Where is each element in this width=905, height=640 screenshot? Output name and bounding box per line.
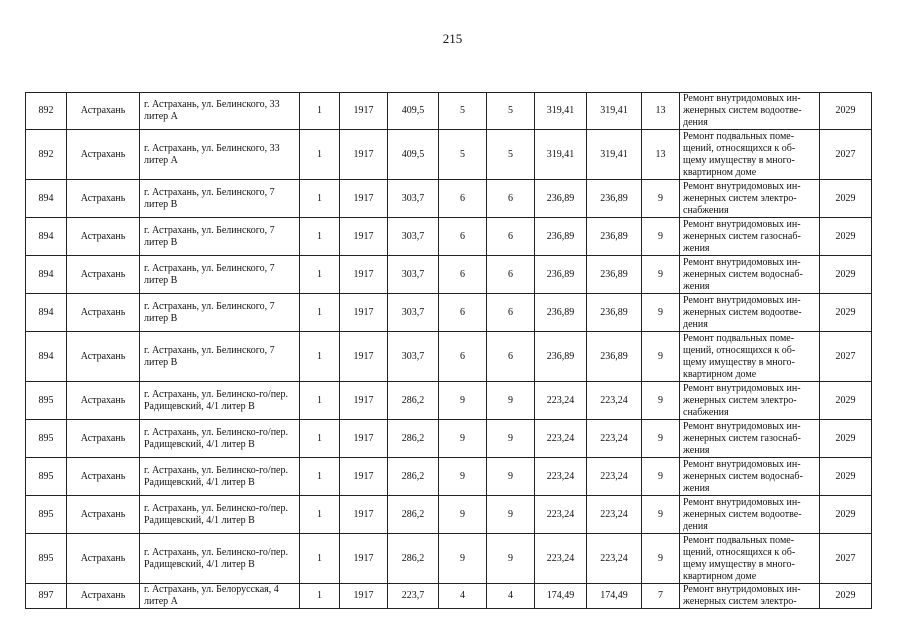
- year-cell: 1917: [340, 218, 388, 256]
- row-number: 895: [26, 458, 67, 496]
- table-row: [26, 534, 872, 584]
- target-year-cell: 2029: [820, 420, 872, 458]
- target-year-cell: 2029: [820, 496, 872, 534]
- table-row: [26, 130, 872, 180]
- row-number: 894: [26, 332, 67, 382]
- address-cell: г. Астрахань, ул. Белинского, 33 литер А: [140, 93, 300, 130]
- year-cell: 1917: [340, 382, 388, 420]
- value-cell: 9: [642, 332, 680, 382]
- cost-cell: 236,89: [587, 294, 642, 332]
- cost-cell: 319,41: [535, 93, 587, 130]
- year-cell: 1917: [340, 130, 388, 180]
- city-cell: Астрахань: [67, 382, 140, 420]
- area-cell: 286,2: [388, 458, 439, 496]
- cost-cell: 236,89: [535, 294, 587, 332]
- year-cell: 1917: [340, 294, 388, 332]
- city-cell: Астрахань: [67, 93, 140, 130]
- cost-cell: 319,41: [535, 130, 587, 180]
- year-cell: 1917: [340, 93, 388, 130]
- value-cell: 6: [487, 294, 535, 332]
- value-cell: 9: [642, 534, 680, 584]
- count-cell: 1: [300, 218, 340, 256]
- value-cell: 6: [439, 218, 487, 256]
- value-cell: 9: [642, 256, 680, 294]
- table-row: [26, 294, 872, 332]
- value-cell: 4: [487, 584, 535, 609]
- value-cell: 6: [439, 294, 487, 332]
- row-number: 895: [26, 382, 67, 420]
- count-cell: 1: [300, 496, 340, 534]
- row-number: 892: [26, 93, 67, 130]
- area-cell: 286,2: [388, 534, 439, 584]
- year-cell: 1917: [340, 420, 388, 458]
- area-cell: 409,5: [388, 93, 439, 130]
- area-cell: 303,7: [388, 294, 439, 332]
- cost-cell: 319,41: [587, 93, 642, 130]
- row-number: 894: [26, 294, 67, 332]
- cost-cell: 174,49: [587, 584, 642, 609]
- work-type-cell: Ремонт внутридомовых ин-женерных систем водоотве-дения: [680, 496, 820, 534]
- work-type-cell: Ремонт внутридомовых ин-женерных систем газоснаб-жения: [680, 420, 820, 458]
- year-cell: 1917: [340, 256, 388, 294]
- value-cell: 7: [642, 584, 680, 609]
- address-cell: г. Астрахань, ул. Белинско-го/пер. Радищевский, 4/1 литер В: [140, 420, 300, 458]
- value-cell: 6: [439, 332, 487, 382]
- value-cell: 9: [642, 496, 680, 534]
- cost-cell: 223,24: [535, 534, 587, 584]
- work-type-cell: Ремонт подвальных поме-щений, относящихся к об-щему имуществу в много-квартирном доме: [680, 130, 820, 180]
- value-cell: 9: [642, 420, 680, 458]
- cost-cell: 236,89: [587, 256, 642, 294]
- city-cell: Астрахань: [67, 218, 140, 256]
- target-year-cell: 2027: [820, 130, 872, 180]
- area-cell: 303,7: [388, 218, 439, 256]
- row-number: 895: [26, 420, 67, 458]
- count-cell: 1: [300, 130, 340, 180]
- work-type-cell: Ремонт внутридомовых ин-женерных систем электро-: [680, 584, 820, 609]
- row-number: 895: [26, 534, 67, 584]
- value-cell: 9: [487, 382, 535, 420]
- target-year-cell: 2027: [820, 534, 872, 584]
- row-number: 894: [26, 256, 67, 294]
- table-row: [26, 332, 872, 382]
- city-cell: Астрахань: [67, 256, 140, 294]
- table-row: [26, 180, 872, 218]
- value-cell: 9: [642, 382, 680, 420]
- count-cell: 1: [300, 332, 340, 382]
- city-cell: Астрахань: [67, 294, 140, 332]
- value-cell: 9: [642, 218, 680, 256]
- work-type-cell: Ремонт подвальных поме-щений, относящихся к об-щему имуществу в много-квартирном доме: [680, 534, 820, 584]
- address-cell: г. Астрахань, ул. Белинского, 7 литер В: [140, 180, 300, 218]
- address-cell: г. Астрахань, ул. Белинско-го/пер. Радищевский, 4/1 литер В: [140, 382, 300, 420]
- address-cell: г. Астрахань, ул. Белинского, 7 литер В: [140, 218, 300, 256]
- cost-cell: 223,24: [535, 420, 587, 458]
- work-type-cell: Ремонт внутридомовых ин-женерных систем водоснаб-жения: [680, 256, 820, 294]
- row-number: 892: [26, 130, 67, 180]
- work-type-cell: Ремонт подвальных поме-щений, относящихся к об-щему имуществу в много-квартирном доме: [680, 332, 820, 382]
- cost-cell: 174,49: [535, 584, 587, 609]
- target-year-cell: 2029: [820, 458, 872, 496]
- value-cell: 5: [439, 130, 487, 180]
- count-cell: 1: [300, 93, 340, 130]
- year-cell: 1917: [340, 534, 388, 584]
- value-cell: 6: [439, 256, 487, 294]
- cost-cell: 223,24: [587, 382, 642, 420]
- area-cell: 223,7: [388, 584, 439, 609]
- table-row: [26, 420, 872, 458]
- target-year-cell: 2029: [820, 382, 872, 420]
- value-cell: 9: [642, 180, 680, 218]
- city-cell: Астрахань: [67, 420, 140, 458]
- count-cell: 1: [300, 420, 340, 458]
- table-row: [26, 218, 872, 256]
- year-cell: 1917: [340, 180, 388, 218]
- row-number: 894: [26, 180, 67, 218]
- area-cell: 303,7: [388, 180, 439, 218]
- cost-cell: 236,89: [535, 218, 587, 256]
- work-type-cell: Ремонт внутридомовых ин-женерных систем электро-снабжения: [680, 180, 820, 218]
- address-cell: г. Астрахань, ул. Белинско-го/пер. Радищевский, 4/1 литер В: [140, 496, 300, 534]
- year-cell: 1917: [340, 332, 388, 382]
- value-cell: 9: [487, 458, 535, 496]
- cost-cell: 236,89: [587, 218, 642, 256]
- year-cell: 1917: [340, 584, 388, 609]
- value-cell: 9: [439, 458, 487, 496]
- address-cell: г. Астрахань, ул. Белорусская, 4 литер А: [140, 584, 300, 609]
- value-cell: 5: [487, 130, 535, 180]
- target-year-cell: 2029: [820, 93, 872, 130]
- value-cell: 5: [439, 93, 487, 130]
- cost-cell: 223,24: [535, 382, 587, 420]
- value-cell: 9: [487, 420, 535, 458]
- work-type-cell: Ремонт внутридомовых ин-женерных систем водоотве-дения: [680, 93, 820, 130]
- city-cell: Астрахань: [67, 180, 140, 218]
- city-cell: Астрахань: [67, 496, 140, 534]
- work-type-cell: Ремонт внутридомовых ин-женерных систем водоснаб-жения: [680, 458, 820, 496]
- cost-cell: 223,24: [535, 496, 587, 534]
- cost-cell: 236,89: [587, 332, 642, 382]
- city-cell: Астрахань: [67, 584, 140, 609]
- value-cell: 13: [642, 93, 680, 130]
- table-row: [26, 496, 872, 534]
- cost-cell: 236,89: [587, 180, 642, 218]
- area-cell: 286,2: [388, 382, 439, 420]
- cost-cell: 223,24: [587, 420, 642, 458]
- city-cell: Астрахань: [67, 332, 140, 382]
- count-cell: 1: [300, 256, 340, 294]
- address-cell: г. Астрахань, ул. Белинского, 7 литер В: [140, 256, 300, 294]
- value-cell: 9: [439, 382, 487, 420]
- count-cell: 1: [300, 382, 340, 420]
- area-cell: 303,7: [388, 256, 439, 294]
- row-number: 894: [26, 218, 67, 256]
- work-type-cell: Ремонт внутридомовых ин-женерных систем электро-снабжения: [680, 382, 820, 420]
- value-cell: 6: [487, 218, 535, 256]
- value-cell: 6: [487, 256, 535, 294]
- value-cell: 6: [487, 332, 535, 382]
- work-type-cell: Ремонт внутридомовых ин-женерных систем водоотве-дения: [680, 294, 820, 332]
- address-cell: г. Астрахань, ул. Белинско-го/пер. Радищевский, 4/1 литер В: [140, 458, 300, 496]
- cost-cell: 223,24: [535, 458, 587, 496]
- year-cell: 1917: [340, 496, 388, 534]
- city-cell: Астрахань: [67, 130, 140, 180]
- target-year-cell: 2029: [820, 294, 872, 332]
- table-row: [26, 93, 872, 130]
- repair-schedule-table: [25, 92, 872, 609]
- table-row: [26, 382, 872, 420]
- area-cell: 286,2: [388, 496, 439, 534]
- target-year-cell: 2029: [820, 584, 872, 609]
- area-cell: 409,5: [388, 130, 439, 180]
- value-cell: 6: [487, 180, 535, 218]
- year-cell: 1917: [340, 458, 388, 496]
- cost-cell: 223,24: [587, 458, 642, 496]
- table-row: [26, 256, 872, 294]
- work-type-cell: Ремонт внутридомовых ин-женерных систем газоснаб-жения: [680, 218, 820, 256]
- table-row: [26, 458, 872, 496]
- value-cell: 6: [439, 180, 487, 218]
- value-cell: 9: [642, 294, 680, 332]
- cost-cell: 319,41: [587, 130, 642, 180]
- cost-cell: 236,89: [535, 256, 587, 294]
- value-cell: 4: [439, 584, 487, 609]
- count-cell: 1: [300, 584, 340, 609]
- target-year-cell: 2029: [820, 180, 872, 218]
- value-cell: 9: [439, 534, 487, 584]
- address-cell: г. Астрахань, ул. Белинского, 7 литер В: [140, 332, 300, 382]
- value-cell: 9: [487, 534, 535, 584]
- count-cell: 1: [300, 534, 340, 584]
- count-cell: 1: [300, 294, 340, 332]
- area-cell: 286,2: [388, 420, 439, 458]
- count-cell: 1: [300, 180, 340, 218]
- target-year-cell: 2029: [820, 218, 872, 256]
- cost-cell: 236,89: [535, 332, 587, 382]
- value-cell: 9: [439, 420, 487, 458]
- address-cell: г. Астрахань, ул. Белинско-го/пер. Радищевский, 4/1 литер В: [140, 534, 300, 584]
- count-cell: 1: [300, 458, 340, 496]
- cost-cell: 223,24: [587, 496, 642, 534]
- value-cell: 9: [439, 496, 487, 534]
- target-year-cell: 2029: [820, 256, 872, 294]
- target-year-cell: 2027: [820, 332, 872, 382]
- cost-cell: 236,89: [535, 180, 587, 218]
- city-cell: Астрахань: [67, 458, 140, 496]
- value-cell: 5: [487, 93, 535, 130]
- row-number: 895: [26, 496, 67, 534]
- value-cell: 9: [642, 458, 680, 496]
- address-cell: г. Астрахань, ул. Белинского, 33 литер А: [140, 130, 300, 180]
- value-cell: 9: [487, 496, 535, 534]
- cost-cell: 223,24: [587, 534, 642, 584]
- table-row: [26, 584, 872, 609]
- row-number: 897: [26, 584, 67, 609]
- value-cell: 13: [642, 130, 680, 180]
- area-cell: 303,7: [388, 332, 439, 382]
- page-number: 215: [442, 31, 463, 46]
- address-cell: г. Астрахань, ул. Белинского, 7 литер В: [140, 294, 300, 332]
- city-cell: Астрахань: [67, 534, 140, 584]
